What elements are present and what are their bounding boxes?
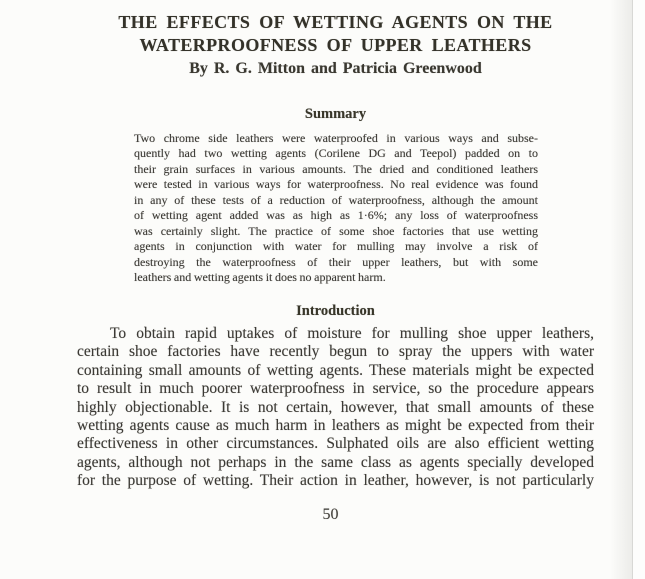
text-line: Two chrome side leathers were waterproofed in various ways and subse- (134, 131, 538, 145)
text-line: destroying the waterproofness of their upper leathers, but with some (134, 254, 538, 269)
text-line: were tested in various ways for waterproofness. No real evidence was found (134, 177, 538, 192)
introduction-paragraph (77, 325, 594, 491)
text-line: their grain surfaces in various amounts. The dried and conditioned leathers (134, 161, 538, 176)
paper-title-line-2: WATERPROOFNESS OF UPPER LEATHERS (139, 35, 532, 55)
text-line: effectiveness in other circumstances. Sulphated oils are also efficient wetting (77, 435, 594, 453)
text-line: for the purpose of wetting. Their action in leather, however, is not particularly (77, 472, 594, 490)
text-line: quently had two wetting agents (Corilene DG and Teepol) padded on to (134, 146, 538, 161)
text-line: of wetting agent added was as high as 1·6%; any loss of waterproofness (134, 208, 538, 223)
author-byline: By R. G. Mitton and Patricia Greenwood (189, 60, 482, 77)
text-line: leathers and wetting agents it does no apparent harm. (134, 270, 386, 285)
text-line: highly objectionable. It is not certain, however, that small amounts of these (77, 398, 594, 416)
summary-paragraph (134, 131, 538, 286)
paper-title-line-1: THE EFFECTS OF WETTING AGENTS ON THE (118, 12, 553, 32)
text-line: to result in much poorer waterproofness in service, so the procedure appears (77, 380, 594, 398)
page-number: 50 (322, 506, 339, 523)
text-line: wetting agents cause as much harm in leathers as might be expected from their (77, 417, 594, 435)
text-line: certain shoe factories have recently begun to spray the uppers with water (77, 343, 594, 361)
text-line: was certainly slight. The practice of some shoe factories that use wetting (134, 223, 538, 238)
text-line: To obtain rapid uptakes of moisture for mulling shoe upper leathers, (110, 325, 594, 342)
text-line: agents in conjunction with water for mulling may involve a risk of (134, 239, 538, 254)
text-line: agents, although not perhaps in the same class as agents specially developed (77, 453, 594, 471)
scan-edge-line (632, 0, 633, 579)
text-line: in any of these tests of a reduction of waterproofness, although the amount (134, 192, 538, 207)
text-line: containing small amounts of wetting agents. These materials might be expected (77, 361, 594, 379)
scan-edge-shadow (610, 0, 632, 579)
introduction-heading: Introduction (296, 303, 375, 319)
scan-margin-strip (633, 0, 645, 579)
summary-heading: Summary (304, 106, 367, 122)
